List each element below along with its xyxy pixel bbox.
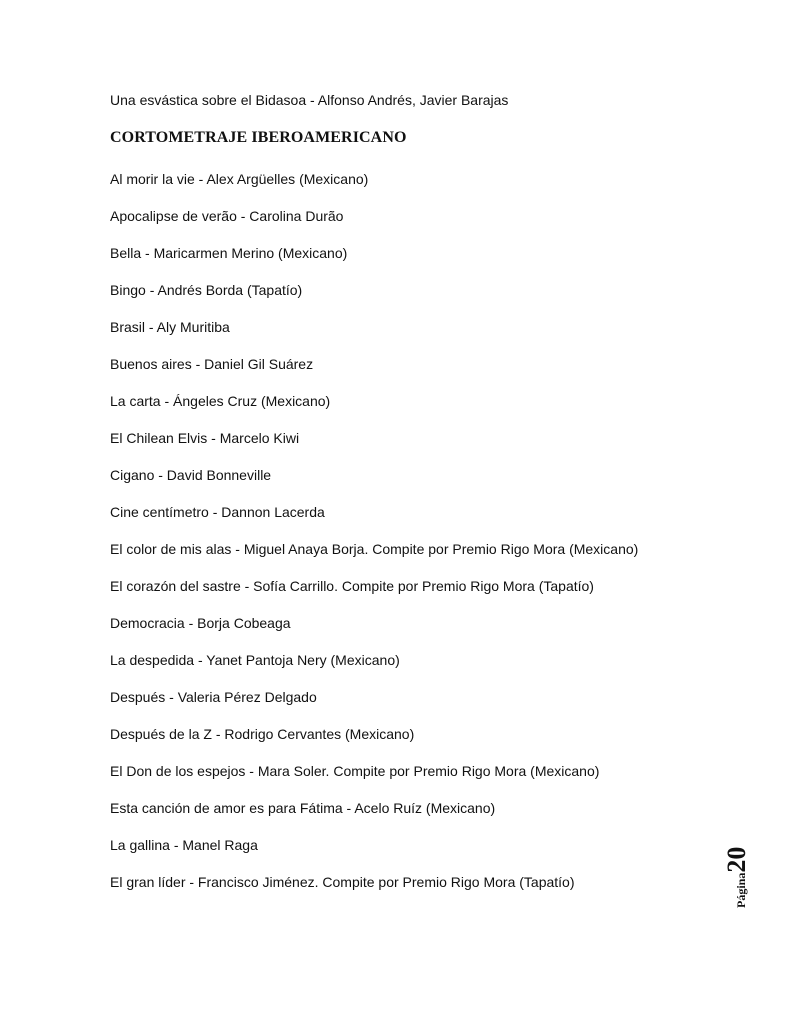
list-item: Al morir la vie - Alex Argüelles (Mexicano)	[110, 171, 369, 187]
list-item: Después de la Z - Rodrigo Cervantes (Mexicano)	[110, 726, 415, 742]
page-number-label: Página	[734, 872, 748, 908]
list-item: Cigano - David Bonneville	[110, 467, 272, 483]
page-number	[722, 847, 752, 908]
list-item: Bingo - Andrés Borda (Tapatío)	[110, 282, 303, 298]
intro-line: Una esvástica sobre el Bidasoa - Alfonso Andrés, Javier Barajas	[110, 92, 509, 108]
list-item: Buenos aires - Daniel Gil Suárez	[110, 356, 314, 372]
section-heading: CORTOMETRAJE IBEROAMERICANO	[110, 129, 407, 146]
list-item: Apocalipse de verão - Carolina Durão	[110, 208, 344, 224]
film-list	[110, 171, 638, 911]
list-item: La carta - Ángeles Cruz (Mexicano)	[110, 393, 331, 409]
list-item: El Don de los espejos - Mara Soler. Compite por Premio Rigo Mora (Mexicano)	[110, 763, 600, 779]
list-item: El color de mis alas - Miguel Anaya Borja. Compite por Premio Rigo Mora (Mexicano)	[110, 541, 639, 557]
list-item: El gran líder - Francisco Jiménez. Compite por Premio Rigo Mora (Tapatío)	[110, 874, 575, 890]
list-item: El Chilean Elvis - Marcelo Kiwi	[110, 430, 300, 446]
list-item: Cine centímetro - Dannon Lacerda	[110, 504, 325, 520]
list-item: La gallina - Manel Raga	[110, 837, 258, 853]
list-item: La despedida - Yanet Pantoja Nery (Mexicano)	[110, 652, 400, 668]
list-item: Después - Valeria Pérez Delgado	[110, 689, 317, 705]
list-item: Democracia - Borja Cobeaga	[110, 615, 291, 631]
list-item: Esta canción de amor es para Fátima - Acelo Ruíz (Mexicano)	[110, 800, 496, 816]
list-item: Brasil - Aly Muritiba	[110, 319, 230, 335]
list-item: Bella - Maricarmen Merino (Mexicano)	[110, 245, 348, 261]
list-item: El corazón del sastre - Sofía Carrillo. Compite por Premio Rigo Mora (Tapatío)	[110, 578, 594, 594]
page-number-value: 20	[722, 846, 751, 873]
